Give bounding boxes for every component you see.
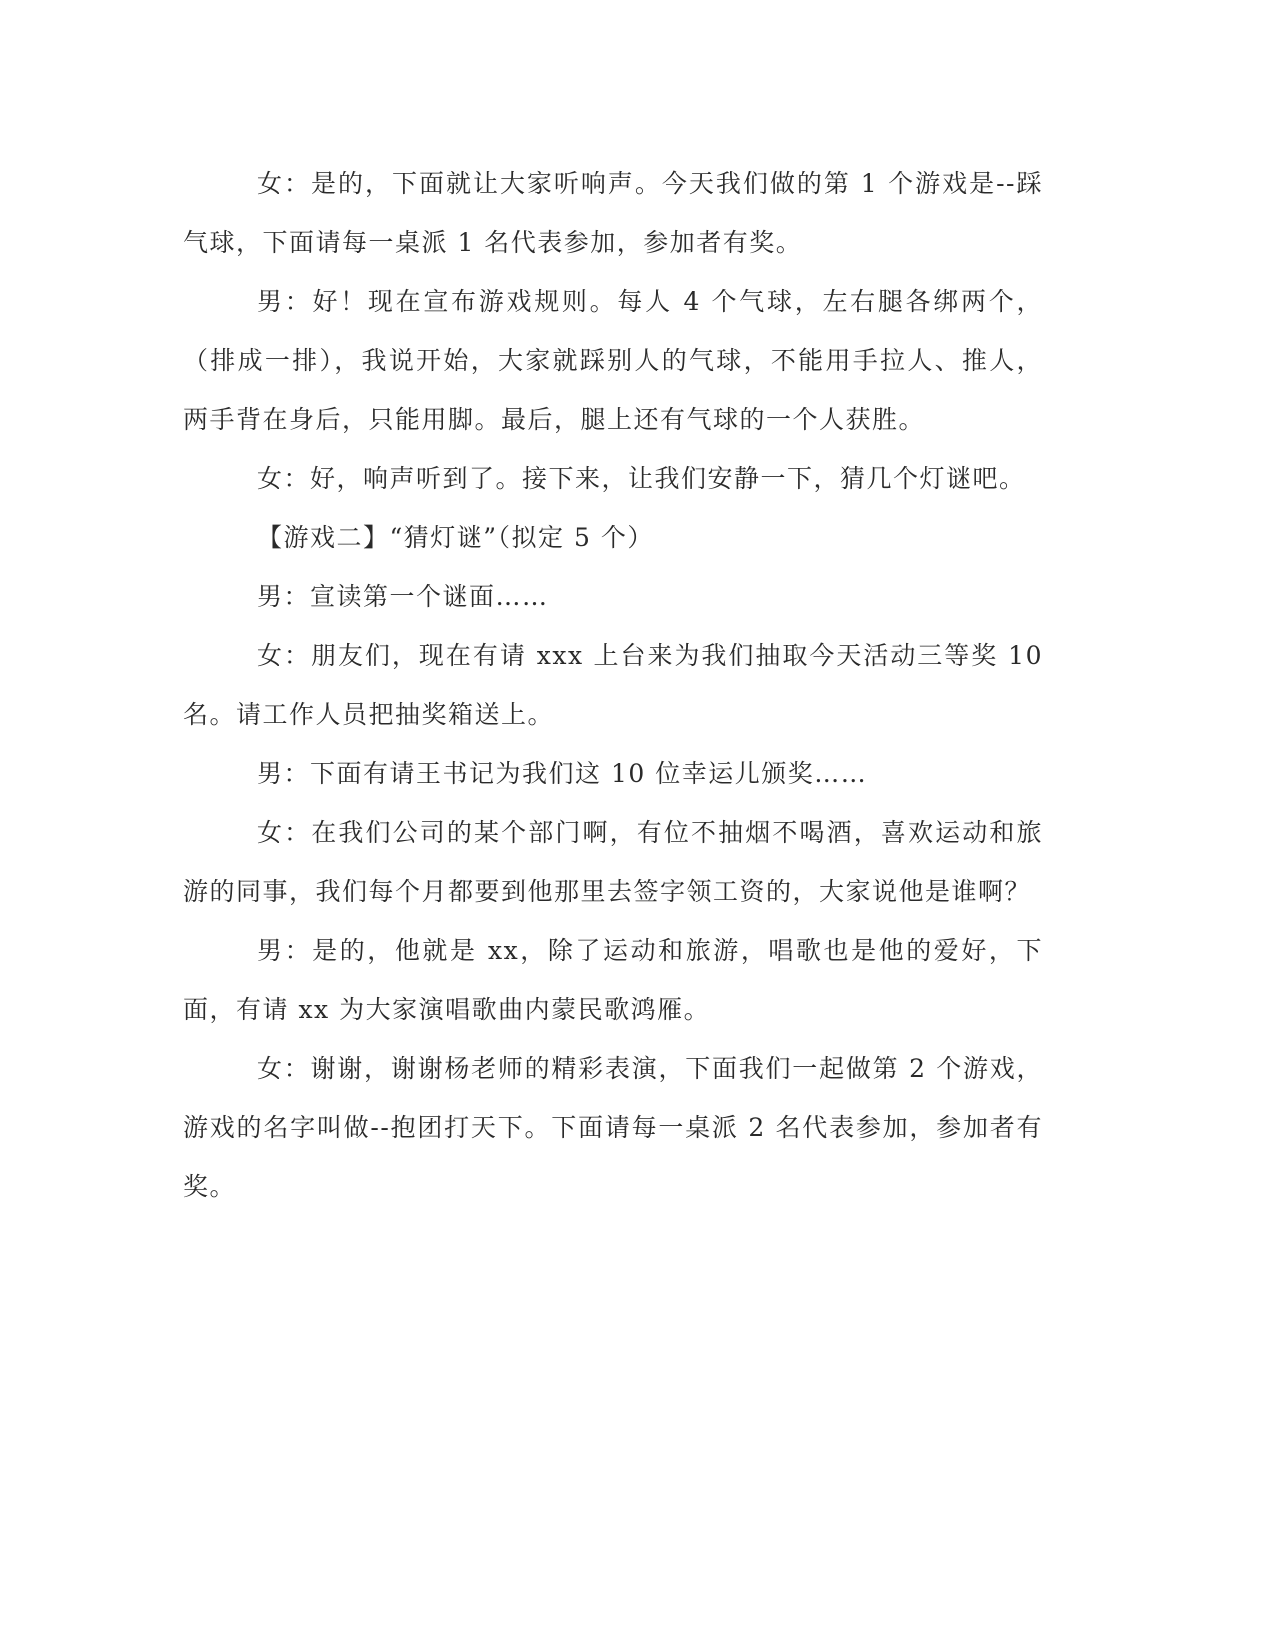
paragraph-female-riddles-intro: 女：好，响声听到了。接下来，让我们安静一下，猜几个灯谜吧。 <box>257 464 1026 493</box>
paragraph-female-colleague: 女：在我们公司的某个部门啊，有位不抽烟不喝酒，喜欢运动和旅游的同事，我们每个月都要到他那里去签字领工资的，大家说他是谁啊？ <box>183 818 1043 906</box>
paragraph-female-lottery: 女：朋友们，现在有请 xxx 上台来为我们抽取今天活动三等奖 10 名。请工作人员把抽奖箱送上。 <box>183 641 1043 729</box>
paragraph-female-second-game: 女：谢谢，谢谢杨老师的精彩表演，下面我们一起做第 2 个游戏，游戏的名字叫做--抱团打天下。下面请每一桌派 2 名代表参加，参加者有奖。 <box>183 1054 1043 1201</box>
paragraph-male-first-riddle: 男：宣读第一个谜面…… <box>257 582 549 611</box>
section-heading-game-two: 【游戏二】“猜灯谜”（拟定 5 个） <box>257 523 654 552</box>
paragraph-female-balloon-game: 女：是的，下面就让大家听响声。今天我们做的第 1 个游戏是--踩气球，下面请每一桌派 1 名代表参加，参加者有奖。 <box>183 169 1043 257</box>
paragraph-male-award: 男：下面有请王书记为我们这 10 位幸运儿颁奖…… <box>257 759 868 788</box>
paragraph-male-game-rules: 男：好！现在宣布游戏规则。每人 4 个气球，左右腿各绑两个，（排成一排），我说开始，大家就踩别人的气球，不能用手拉人、推人，两手背在身后，只能用脚。最后，腿上还有气球的一个人获胜。 <box>183 287 1043 434</box>
paragraph-male-song: 男：是的，他就是 xx，除了运动和旅游，唱歌也是他的爱好，下面，有请 xx 为大家演唱歌曲内蒙民歌鸿雁。 <box>183 936 1043 1024</box>
document-body <box>183 154 1043 1216</box>
